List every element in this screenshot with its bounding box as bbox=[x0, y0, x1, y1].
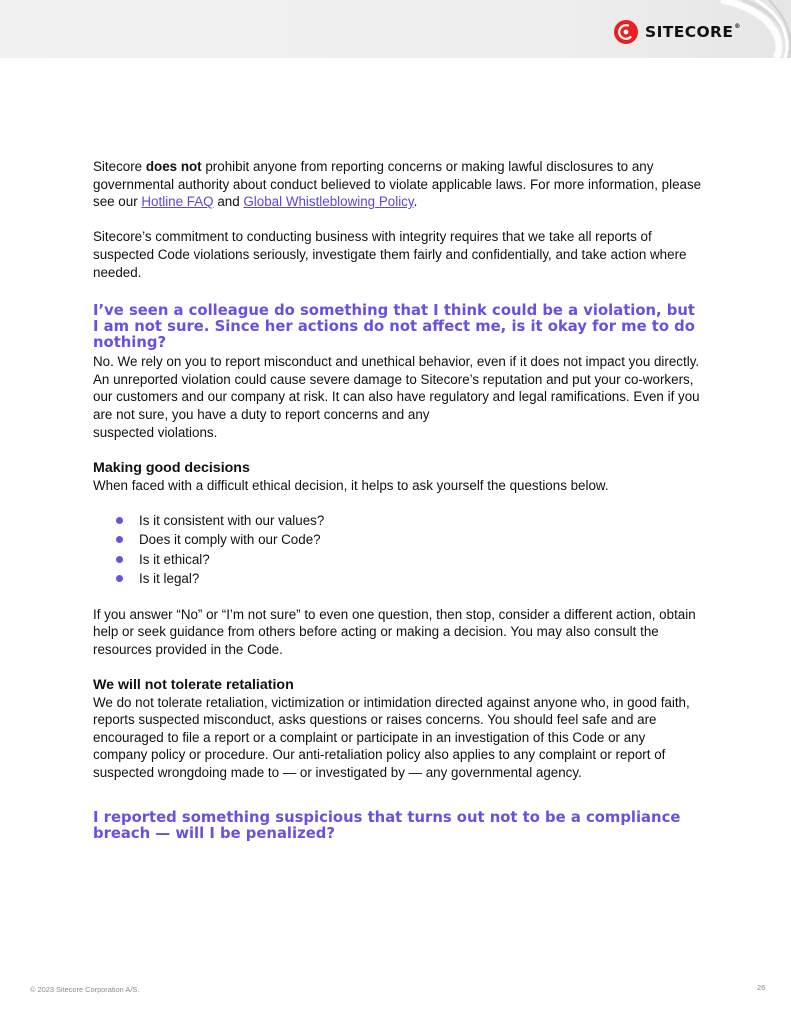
footer-copyright: © 2023 Sitecore Corporation A/S. bbox=[30, 985, 140, 994]
answer-colleague-violation: No. We rely on you to report misconduct and unethical behavior, even if it does not impact you directly. An unreported violation could cause severe damage to Sitecore’s reputation and put your co-workers, our customers and our company at risk. It can also have regulatory and legal ramifications. Even if you are not sure, you have a duty to report concerns and any suspected violations. bbox=[93, 354, 700, 440]
paragraph-if-you-answer: If you answer “No” or “I’m not sure” to even one question, then stop, consider a different action, obtain help or seek guidance from others before acting or making a decision. You may also consult the resources provided in the Code. bbox=[93, 606, 696, 657]
heading-retaliation: We will not tolerate retaliation bbox=[93, 676, 294, 693]
list-item: Does it comply with our Code? bbox=[116, 530, 703, 550]
heading-making-good-decisions: Making good decisions bbox=[93, 460, 250, 477]
hotline-faq-link[interactable]: Hotline FAQ bbox=[141, 194, 214, 210]
question-penalized: I reported something suspicious that turns out not to be a compliance breach — will I be penalized? bbox=[93, 809, 681, 843]
question-colleague-violation: I’ve seen a colleague do something that I think could be a violation, but I am not sure. Since her actions do not affect me, is it okay for me to do nothing? bbox=[93, 302, 696, 352]
paragraph-disclosures: Sitecore does not prohibit anyone from reporting concerns or making lawful disclosures to any governmental authority about conduct believed to violate applicable laws. For more information, please see our Hotline FAQ and Global Whistleblowing Policy. bbox=[93, 159, 702, 210]
page-header bbox=[0, 0, 791, 58]
sitecore-logo[interactable] bbox=[614, 19, 741, 45]
bullet-icon bbox=[116, 556, 123, 563]
emphasis-does-not: does not bbox=[145, 159, 202, 174]
bullet-icon bbox=[116, 536, 123, 543]
list-item: Is it ethical? bbox=[116, 550, 703, 570]
brand-name: SITECORE® bbox=[645, 23, 741, 41]
whistleblowing-policy-link[interactable]: Global Whistleblowing Policy bbox=[243, 194, 414, 210]
questions-list bbox=[93, 511, 703, 589]
page-number: 26 bbox=[757, 983, 766, 992]
list-item: Is it legal? bbox=[116, 569, 703, 589]
paragraph-retaliation: We do not tolerate retaliation, victimization or intimidation directed against anyone who, in good faith, reports suspected misconduct, asks questions or raises concerns. You should feel safe and are encouraged to file a report or a complaint or participate in an investigation of this Code or any company policy or procedure. Our anti-retaliation policy also applies to any complaint or report of suspected wrongdoing made to — or investigated by — any governmental agency. bbox=[93, 694, 690, 780]
sitecore-logo-icon bbox=[614, 20, 638, 44]
list-item: Is it consistent with our values? bbox=[116, 511, 703, 531]
paragraph-commitment: Sitecore’s commitment to conducting business with integrity requires that we take all reports of suspected Code violations seriously, investigate them fairly and confidentially, and take action where needed. bbox=[93, 229, 687, 280]
bullet-icon bbox=[116, 517, 123, 524]
bullet-icon bbox=[116, 575, 123, 582]
main-content bbox=[93, 158, 703, 842]
paragraph-ethical-decision: When faced with a difficult ethical decision, it helps to ask yourself the questions below. bbox=[93, 478, 609, 494]
